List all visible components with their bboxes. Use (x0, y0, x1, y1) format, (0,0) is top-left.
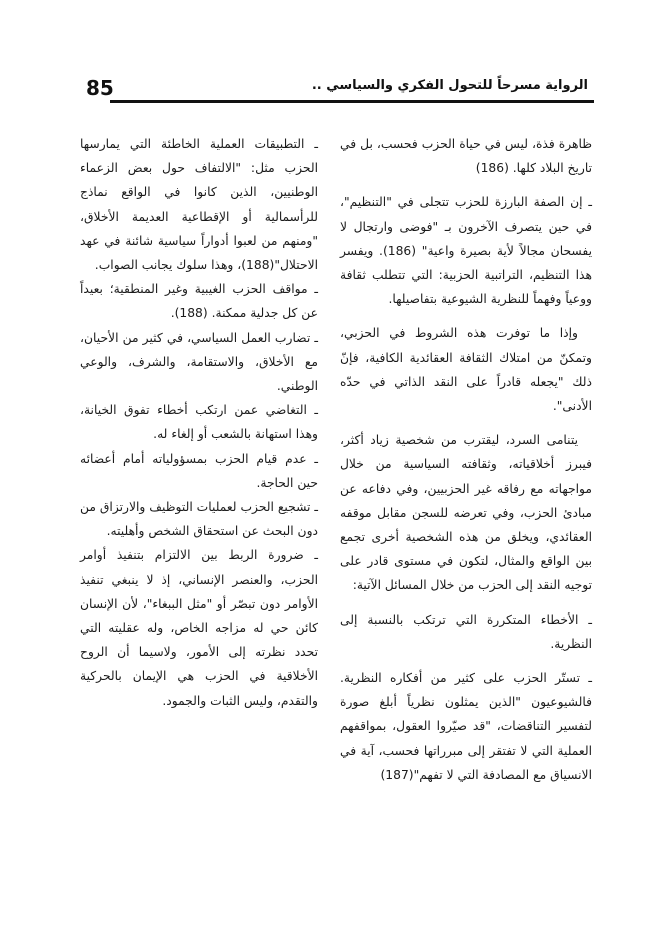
paragraph: ظاهرة فذة، ليس في حياة الحزب فحسب، بل في تاريخ البلاد كلها. (186) (340, 137, 592, 176)
list-item: ـ التغاضي عمن ارتكب أخطاء تفوق الخيانة، وهذا استهانة بالشعب أو إلغاء له. (80, 403, 318, 442)
running-title: الرواية مسرحاً للتحول الفكري والسياسي .. (311, 78, 588, 93)
right-column (340, 132, 592, 787)
paragraph: وإذا ما توفرت هذه الشروط في الحزبي، وتمكنّ من امتلاك الثقافة العقائدية الكافية، فإنّ ذلك "يجعله قادراً على النقد الذاتي في حدّه الأدنى". (340, 326, 592, 414)
page-header (82, 72, 594, 102)
page-number: 85 (86, 76, 114, 100)
list-item: ـ تشجيع الحزب لعمليات التوظيف والارتزاق من دون البحث عن استحقاق الشخص وأهليته. (80, 500, 318, 539)
paragraph: ـ إن الصفة البارزة للحزب تتجلى في "التنظيم"، في حين يتصرف الآخرون بـ "فوضى وارتجال لا يفسحان مجالاً لأية بصيرة واعية" (186). ويفسر هذا التنظيم، التراتبية الحزبية: التي تتطلب ثقافة ووعياً وفهماً للنظرية الشيوعية بتفاصيلها. (340, 195, 592, 307)
header-rule (110, 100, 594, 103)
paragraph: يتنامى السرد، ليقترب من شخصية زياد أكثر، فيبرز أخلاقياته، وثقافته السياسية من خلال مواجهاته مع رفاقه غير الحزبيين، وفي دفاعه عن مبادئ الحزب، وفي تعرضه للسجن مقابل موقفه العقائدي، ويخلق من هذه الشخصية أخرى تجمع بين الواقع والمثال، لتكون في مستوى قادر على توجيه النقد إلى الحزب من خلال المسائل الآتية: (340, 433, 592, 593)
list-item: ـ الأخطاء المتكررة التي ترتكب بالنسبة إلى النظرية. (340, 612, 592, 651)
left-column (80, 132, 318, 713)
list-item: ـ مواقف الحزب الغيبية وغير المنطقية؛ بعيداً عن كل جدلية ممكنة. (188). (80, 282, 318, 321)
list-item: ـ تستّر الحزب على كثير من أفكاره النظرية. فالشيوعيون "الذين يمثلون نظرياً أبلغ صورة لتفسير التناقضات، "قد صيّروا العقول، بمواقفهم العملية التي لا تفتقر إلى مبرراتها فحسب، آية في الانسياق مع المصادفة التي لا تفهم"(187) (340, 671, 592, 782)
list-item: ـ تضارب العمل السياسي، في كثير من الأحيان، مع الأخلاق، والاستقامة، والشرف، والوعي الوطني. (80, 330, 318, 394)
list-item: ـ التطبيقات العملية الخاطئة التي يمارسها الحزب مثل: "الالتفاف حول بعض الزعماء الوطنيين، الذين كانوا في الواقع نماذج للرأسمالية أو الإقطاعية العديمة الأخلاق، "ومنهم من لعبوا أدواراً سياسية شائنة في عهد الاحتلال"(188)، وهذا سلوك يجانب الصواب. (80, 137, 318, 273)
list-item: ـ عدم قيام الحزب بمسؤولياته أمام أعضائه حين الحاجة. (80, 451, 318, 490)
list-item: ـ ضرورة الربط بين الالتزام بتنفيذ أوامر الحزب، والعنصر الإنساني، إذ لا ينبغي تنفيذ الأوامر دون تبصّر أو "مثل الببغاء"، لأن الإنسان كائن حي له مزاجه الخاص، وله عقليته التي تحدد نظرته إلى الأمور، ولاسيما أن الروح الأخلاقية في الحزب هي الإيمان بالحركية والتقدم، وليس الثبات والجمود. (80, 548, 318, 708)
